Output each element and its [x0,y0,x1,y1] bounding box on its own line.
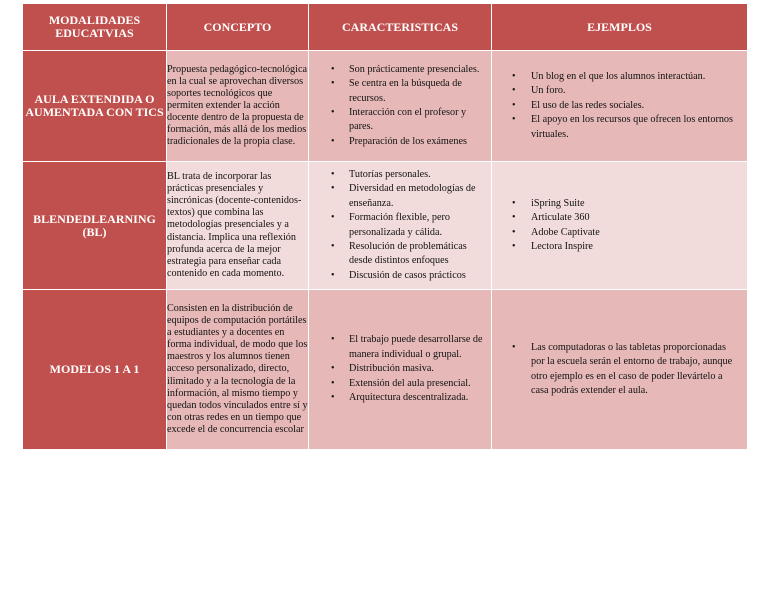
bullet-icon: • [331,377,335,389]
list-item-text: Diversidad en metodologías de enseñanza. [349,183,476,209]
list-item-text: Articulate 360 [531,212,590,224]
table-row [23,51,748,162]
bullet-icon: • [512,341,516,353]
modalidad-cell: MODELOS 1 A 1 [23,290,167,450]
list-item [309,269,491,283]
list-item-text: El uso de las redes sociales. [531,99,645,111]
list-item [492,84,747,98]
list-item-text: Extensión del aula presencial. [349,377,471,389]
bullet-icon: • [331,269,335,281]
list-item-text: Un blog en el que los alumnos interactúan. [531,70,706,82]
table-row [23,290,748,450]
caracteristicas-list [309,333,491,405]
bullet-icon: • [331,240,335,252]
list-item [492,70,747,84]
list-item [309,77,491,106]
list-item [309,333,491,362]
concepto-cell: Propuesta pedagógico-tecnológica en la cual se aprovechan diversos soportes tecnológicos que permiten extender la acción docente dentro de la propuesta de formación, más allá de los medios tradicionales de la propia clase. [167,51,309,162]
bullet-icon: • [512,226,516,238]
header-concepto: CONCEPTO [167,4,309,51]
bullet-icon: • [512,197,516,209]
bullet-icon: • [331,392,335,404]
bullet-icon: • [331,183,335,195]
list-item-text: iSpring Suite [531,197,585,209]
list-item [492,113,747,142]
list-item-text: Un foro. [531,85,566,97]
header-modalidades: MODALIDADES EDUCATVIAS [23,4,167,51]
list-item-text: Formación flexible, pero personalizada y cálida. [349,212,450,238]
list-item [309,377,491,391]
bullet-icon: • [512,70,516,82]
bullet-icon: • [331,63,335,75]
bullet-icon: • [331,135,335,147]
ejemplos-cell [492,51,748,162]
list-item [309,211,491,240]
list-item [309,362,491,376]
ejemplos-cell [492,162,748,290]
list-item [309,240,491,269]
header-ejemplos: EJEMPLOS [492,4,748,51]
ejemplos-list [492,341,747,399]
list-item-text: Lectora Inspire [531,240,593,252]
list-item [309,106,491,135]
concepto-cell: BL trata de incorporar las prácticas presenciales y sincrónicas (docente-contenidos-textos) que combina las metodologías presenciales y a distancia. Implica una reflexión profunda acerca de la mejor estrategia para enseñar cada contenido en cada momento. [167,162,309,290]
caracteristicas-list [309,63,491,149]
list-item-text: El apoyo en los recursos que ofrecen los entornos virtuales. [531,114,733,140]
modalidad-cell: BLENDEDLEARNING (BL) [23,162,167,290]
bullet-icon: • [331,168,335,180]
list-item [492,226,747,240]
list-item [492,240,747,254]
list-item-text: Adobe Captivate [531,226,600,238]
bullet-icon: • [331,363,335,375]
list-item [492,99,747,113]
bullet-icon: • [331,78,335,90]
list-item-text: Interacción con el profesor y pares. [349,107,467,133]
list-item [309,63,491,77]
concepto-cell: Consisten en la distribución de equipos de computación portátiles a estudiantes y a docentes en forma individual, de modo que los maestros y los alumnos tienen acceso personalizado, directo, ilimitado y a la tecnología de la información, al mismo tiempo y quedan todos vinculados entre sí y con otras redes en un tiempo que excede el de concurrencia escolar [167,290,309,450]
bullet-icon: • [512,99,516,111]
table-row [23,162,748,290]
bullet-icon: • [331,212,335,224]
list-item-text: Distribución masiva. [349,363,434,375]
modalidad-cell: AULA EXTENDIDA O AUMENTADA CON TICS [23,51,167,162]
list-item-text: Se centra en la búsqueda de recursos. [349,78,462,104]
list-item-text: Preparación de los exámenes [349,135,467,147]
list-item [492,211,747,225]
list-item [309,391,491,405]
bullet-icon: • [512,212,516,224]
list-item-text: Arquitectura descentralizada. [349,392,469,404]
ejemplos-list [492,70,747,142]
list-item [492,341,747,399]
caracteristicas-list [309,168,491,283]
modalidades-table [22,3,748,450]
caracteristicas-cell [309,162,492,290]
header-caracteristicas: CARACTERISTICAS [309,4,492,51]
bullet-icon: • [512,240,516,252]
list-item [309,182,491,211]
list-item [309,168,491,182]
caracteristicas-cell [309,51,492,162]
ejemplos-list [492,197,747,255]
list-item-text: Discusión de casos prácticos [349,269,466,281]
bullet-icon: • [512,85,516,97]
list-item-text: Las computadoras o las tabletas proporcionadas por la escuela serán el entorno de trabajo, aunque otro ejemplo es en el caso de poder llevártelo a casa podrás extender el aula. [531,341,733,396]
bullet-icon: • [512,114,516,126]
bullet-icon: • [331,107,335,118]
list-item-text: Son prácticamente presenciales. [349,63,480,75]
list-item-text: Tutorías personales. [349,168,431,180]
header-row [23,4,748,51]
list-item [492,197,747,211]
bullet-icon: • [331,334,335,346]
list-item-text: El trabajo puede desarrollarse de manera individual o grupal. [349,334,483,360]
list-item-text: Resolución de problemáticas desde distintos enfoques [349,240,467,267]
list-item [309,135,491,149]
ejemplos-cell [492,290,748,450]
caracteristicas-cell [309,290,492,450]
